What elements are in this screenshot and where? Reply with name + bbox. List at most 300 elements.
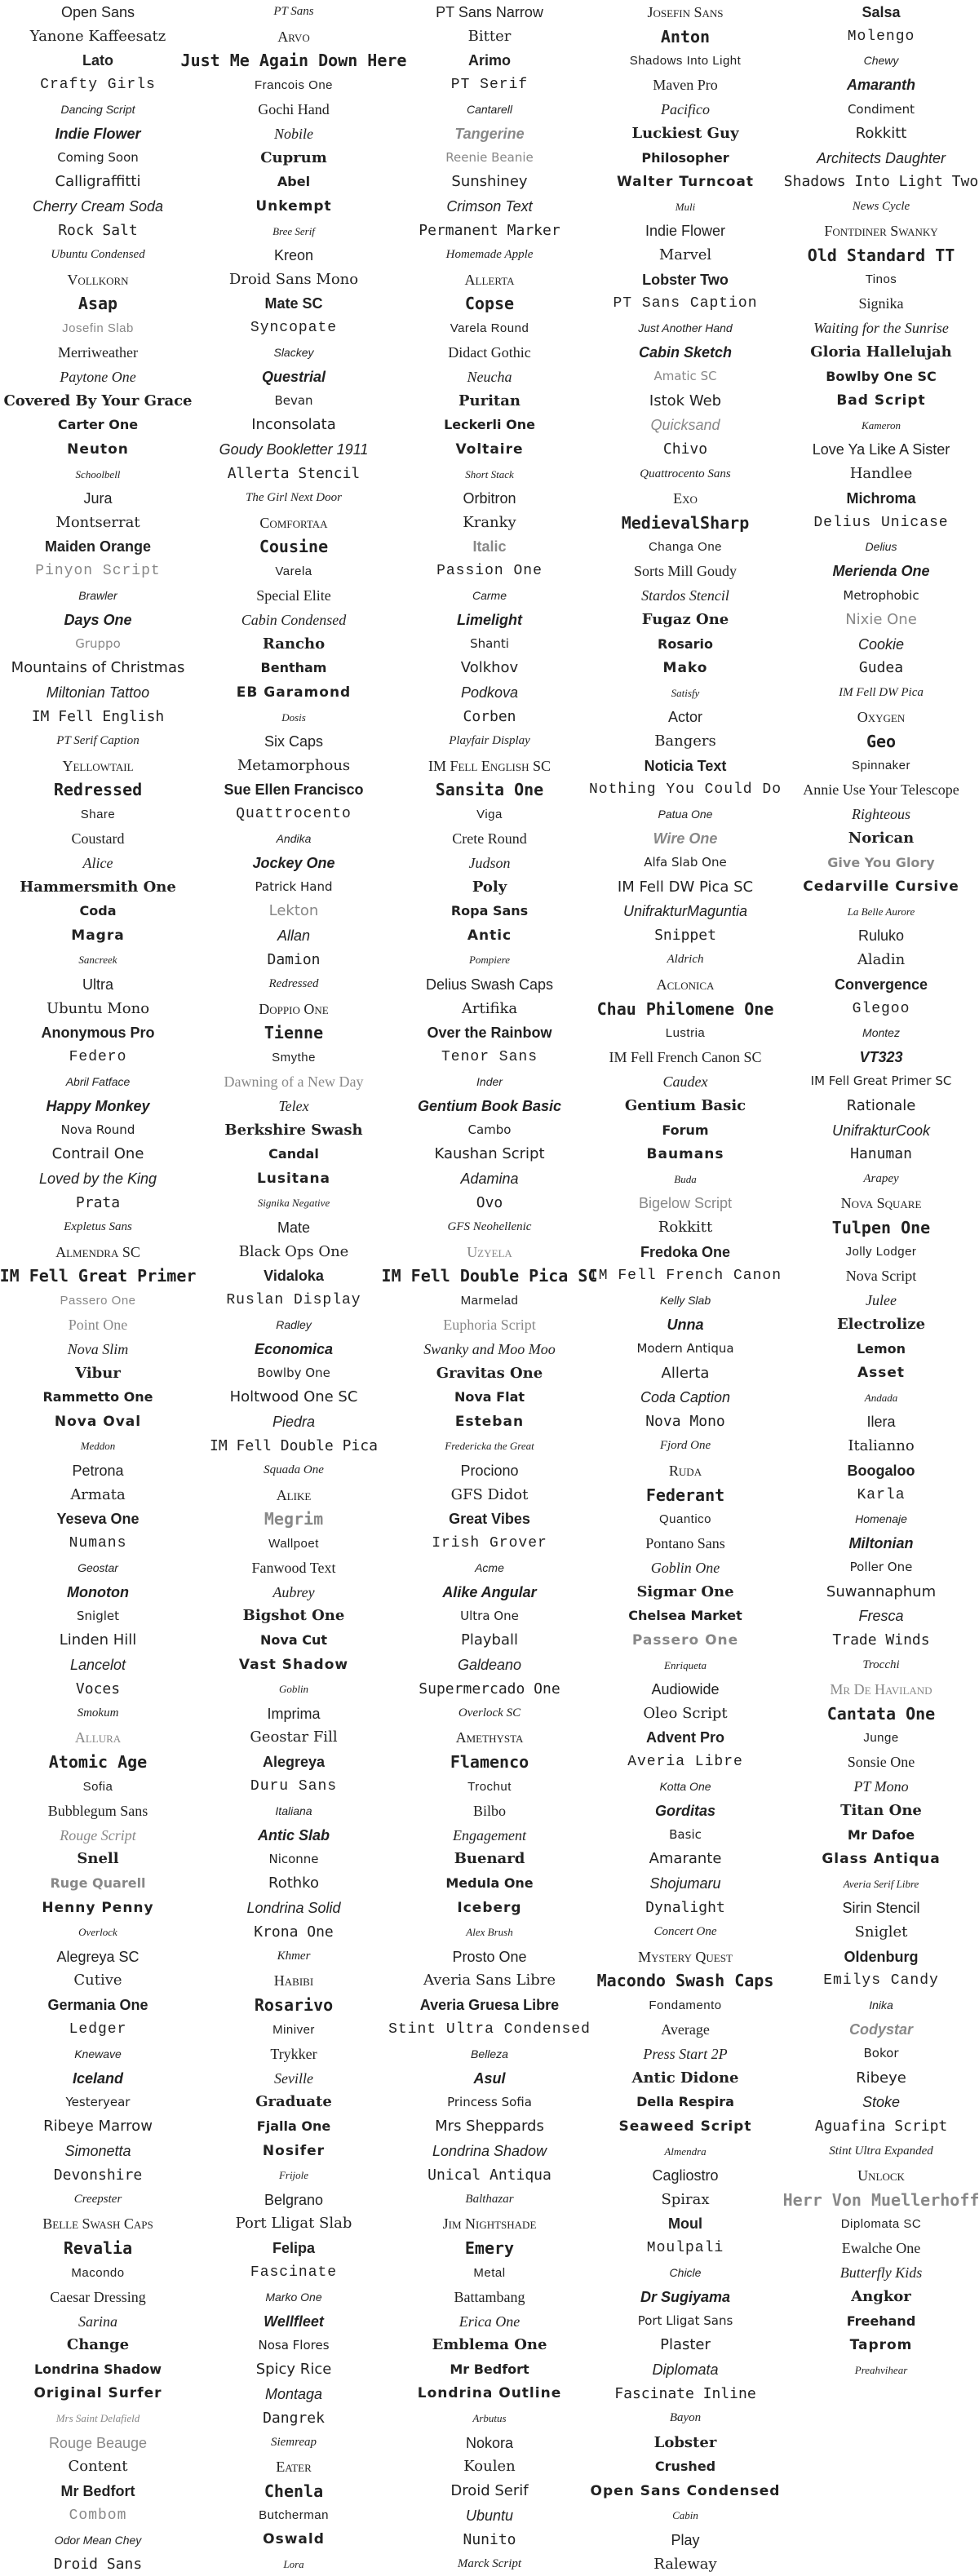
font-name-item[interactable]: Average [661, 2021, 710, 2038]
font-name-item[interactable]: Concert One [653, 1925, 717, 1939]
font-name-item[interactable]: Cantata One [826, 1703, 936, 1724]
font-name-item[interactable]: Fanwood Text [251, 1559, 336, 1576]
font-name-item[interactable]: Muli [675, 200, 696, 213]
font-name-item[interactable]: Oswald [263, 2531, 325, 2548]
font-name-item[interactable]: Bad Script [836, 392, 926, 409]
font-name-item[interactable]: Alex Brush [466, 1926, 513, 1939]
font-name-item[interactable]: Mrs Sheppards [435, 2118, 544, 2136]
font-name-item[interactable]: Orbitron [463, 489, 516, 507]
font-name-item[interactable]: Asul [473, 2069, 506, 2087]
font-name-item[interactable]: Paytone One [60, 368, 136, 385]
font-name-item[interactable]: Allerta Stencil [227, 465, 361, 483]
font-name-item[interactable]: Diplomata SC [840, 2216, 922, 2231]
font-name-item[interactable]: Questrial [261, 368, 326, 385]
font-name-item[interactable]: Titan One [840, 1801, 922, 1819]
font-name-item[interactable]: Overlock SC [458, 1706, 521, 1720]
font-name-item[interactable]: Salsa [862, 3, 901, 20]
font-name-item[interactable]: Just Another Hand [638, 321, 733, 335]
font-name-item[interactable]: Nova Round [60, 1122, 135, 1138]
font-name-item[interactable]: IM Fell Great Primer SC [810, 1073, 952, 1089]
font-name-item[interactable]: Federant [645, 1485, 725, 1505]
font-name-item[interactable]: Jura [83, 489, 113, 507]
font-name-item[interactable]: Devonshire [53, 2166, 143, 2184]
font-name-item[interactable]: Indie Flower [55, 125, 141, 142]
font-name-item[interactable]: Rancho [262, 635, 326, 653]
font-name-item[interactable]: Chenla [264, 2481, 324, 2502]
font-name-item[interactable]: Trade Winds [832, 1631, 930, 1649]
font-name-item[interactable]: Coming Soon [57, 150, 139, 166]
font-name-item[interactable]: Numans [69, 1535, 127, 1552]
font-name-item[interactable]: Ropa Sans [450, 903, 529, 919]
font-name-item[interactable]: Passero One [60, 1293, 136, 1308]
font-name-item[interactable]: Gochi Hand [258, 101, 330, 118]
font-name-item[interactable]: Nosifer [262, 2142, 326, 2159]
font-name-item[interactable]: Goudy Bookletter 1911 [219, 441, 369, 458]
font-name-item[interactable]: Fondamento [649, 1998, 722, 2012]
font-name-item[interactable]: Abril Fatface [65, 1074, 131, 1088]
font-name-item[interactable]: Kaushan Script [434, 1145, 545, 1163]
font-name-item[interactable]: Trykker [270, 2045, 317, 2062]
font-name-item[interactable]: Mountains of Christmas [11, 659, 185, 677]
font-name-item[interactable]: Shadows Into Light [629, 53, 742, 68]
font-name-item[interactable]: Nova Slim [67, 1340, 129, 1357]
font-name-item[interactable]: Siemreap [270, 2436, 317, 2450]
font-name-item[interactable]: Port Lligat Sans [637, 2313, 733, 2329]
font-name-item[interactable]: Taprom [849, 2336, 913, 2353]
font-name-item[interactable]: Varela Round [450, 321, 529, 335]
font-name-item[interactable]: Black Ops One [238, 1242, 349, 1260]
font-name-item[interactable]: Seville [274, 2069, 313, 2087]
font-name-item[interactable]: Goblin One [650, 1559, 720, 1576]
font-name-item[interactable]: Anonymous Pro [41, 1025, 155, 1042]
font-name-item[interactable]: Knewave [74, 2047, 122, 2060]
font-name-item[interactable]: Damion [267, 950, 321, 968]
font-name-item[interactable]: Supermercado One [419, 1680, 560, 1697]
font-name-item[interactable]: Original Surfer [33, 2385, 162, 2402]
font-name-item[interactable]: Ubuntu Condensed [51, 248, 145, 262]
font-name-item[interactable]: Battambang [454, 2288, 525, 2305]
font-name-item[interactable]: Freehand [846, 2313, 916, 2329]
font-name-item[interactable]: Droid Serif [450, 2482, 529, 2500]
font-name-item[interactable]: Homenaje [855, 1512, 907, 1526]
font-name-item[interactable]: Dosis [281, 710, 306, 724]
font-name-item[interactable]: Metrophobic [843, 587, 919, 603]
font-name-item[interactable]: Signika [858, 295, 904, 312]
font-name-item[interactable]: Averia Serif Libre [843, 1877, 919, 1890]
font-name-item[interactable]: Old Standard TT [807, 245, 955, 265]
font-name-item[interactable]: Amarante [649, 1850, 722, 1868]
font-name-item[interactable]: Averia Gruesa Libre [419, 1997, 560, 2014]
font-name-item[interactable]: Emblema One [432, 2336, 547, 2354]
font-name-item[interactable]: Lora [283, 2558, 304, 2571]
font-name-item[interactable]: Esteban [454, 1413, 525, 1430]
font-name-item[interactable]: Mr Bedfort [450, 2361, 529, 2378]
font-name-item[interactable]: Pinyon Script [35, 563, 161, 580]
font-name-item[interactable]: Aldrich [667, 953, 704, 967]
font-name-item[interactable]: Noticia Text [644, 757, 727, 774]
font-name-item[interactable]: Trocchi [862, 1658, 900, 1671]
font-name-item[interactable]: Averia Sans Libre [423, 1972, 556, 1990]
font-name-item[interactable]: Fredoka One [640, 1243, 731, 1260]
font-name-item[interactable]: Belleza [471, 2047, 508, 2060]
font-name-item[interactable]: Medula One [445, 1875, 534, 1892]
font-name-item[interactable]: Radley [276, 1317, 312, 1331]
font-name-item[interactable]: Diplomata [652, 2361, 719, 2379]
font-name-item[interactable]: Amethysta [455, 1729, 524, 1746]
font-name-item[interactable]: Uzyela [467, 1243, 512, 1260]
font-name-item[interactable]: Gentium Book Basic [417, 1097, 562, 1114]
font-name-item[interactable]: Sunshiney [451, 173, 528, 191]
font-name-item[interactable]: Flamenco [450, 1752, 529, 1773]
font-name-item[interactable]: Geostar Fill [250, 1728, 338, 1746]
font-name-item[interactable]: Nova Square [840, 1194, 922, 1211]
font-name-item[interactable]: Sarina [78, 2313, 117, 2330]
font-name-item[interactable]: Iceland [72, 2069, 124, 2087]
font-name-item[interactable]: Bubblegum Sans [47, 1802, 148, 1819]
font-name-item[interactable]: Krona One [254, 1923, 334, 1941]
font-name-item[interactable]: Walter Turncoat [616, 173, 755, 190]
font-name-item[interactable]: Chicle [669, 2266, 702, 2279]
font-name-item[interactable]: Ubuntu [465, 2507, 514, 2524]
font-name-item[interactable]: Ribeye [856, 2069, 906, 2087]
font-name-item[interactable]: Josefin Slab [62, 321, 134, 335]
font-name-item[interactable]: Audiowide [651, 1680, 720, 1697]
font-name-item[interactable]: Oleo Script [643, 1704, 728, 1722]
font-name-item[interactable]: IM Fell French Canon SC [609, 1049, 762, 1066]
font-name-item[interactable]: Yellowtail [62, 757, 134, 774]
font-name-item[interactable]: Righteous [852, 806, 910, 823]
font-name-item[interactable]: Coda [79, 903, 117, 919]
font-name-item[interactable]: La Belle Aurore [847, 905, 915, 918]
font-name-item[interactable]: IM Fell DW Pica [839, 685, 924, 699]
font-name-item[interactable]: Judson [468, 854, 511, 871]
font-name-item[interactable]: Sancreek [78, 954, 117, 967]
font-name-item[interactable]: Bevan [274, 393, 313, 409]
font-name-item[interactable]: Crimson Text [446, 198, 533, 215]
font-name-item[interactable]: Molengo [847, 28, 915, 45]
font-name-item[interactable]: Cuprum [260, 148, 327, 166]
font-name-item[interactable]: Lato [82, 52, 113, 69]
font-name-item[interactable]: Metamorphous [237, 756, 351, 774]
font-name-item[interactable]: Wellfleet [264, 2313, 324, 2330]
font-name-item[interactable]: Ewalche One [841, 2240, 921, 2257]
font-name-item[interactable]: Bitter [467, 27, 512, 45]
font-name-item[interactable]: Redressed [53, 780, 143, 800]
font-name-item[interactable]: Carme [472, 589, 507, 603]
font-name-item[interactable]: Dawning of a New Day [224, 1073, 364, 1090]
font-name-item[interactable]: PT Sans Caption [613, 295, 758, 312]
font-name-item[interactable]: Macondo Swash Caps [596, 1971, 774, 1991]
font-name-item[interactable]: Miniver [272, 2022, 315, 2037]
font-name-item[interactable]: Six Caps [264, 733, 324, 750]
font-name-item[interactable]: Alegreya SC [56, 1948, 140, 1965]
font-name-item[interactable]: Bokor [863, 2046, 899, 2061]
font-name-item[interactable]: Stint Ultra Condensed [388, 2021, 591, 2038]
font-name-item[interactable]: Stardos Stencil [641, 587, 729, 604]
font-name-item[interactable]: GFS Didot [450, 1485, 529, 1503]
font-name-item[interactable]: Inconsolata [251, 416, 336, 434]
font-name-item[interactable]: Advent Pro [645, 1729, 724, 1746]
font-name-item[interactable]: Simonetta [64, 2143, 131, 2160]
font-name-item[interactable]: Snell [77, 1850, 119, 1868]
font-name-item[interactable]: Unical Antiqua [427, 2166, 552, 2184]
font-name-item[interactable]: Alike [276, 1486, 312, 1503]
font-name-item[interactable]: Bree Serif [272, 224, 315, 237]
font-name-item[interactable]: Happy Monkey [46, 1097, 150, 1114]
font-name-item[interactable]: Quattrocento Sans [640, 467, 731, 480]
font-name-item[interactable]: Emery [464, 2238, 515, 2259]
font-name-item[interactable]: Norican [848, 829, 915, 847]
font-name-item[interactable]: Kameron [862, 418, 901, 432]
font-name-item[interactable]: Enriqueta [664, 1658, 707, 1671]
font-name-item[interactable]: Ruda [668, 1462, 702, 1479]
font-name-item[interactable]: Rosarivo [254, 1995, 334, 2016]
font-name-item[interactable]: Allura [74, 1729, 122, 1746]
font-name-item[interactable]: Seaweed Script [618, 2118, 752, 2135]
font-name-item[interactable]: Wire One [653, 830, 718, 847]
font-name-item[interactable]: Arbutus [472, 2412, 507, 2425]
font-name-item[interactable]: Reenie Beanie [445, 150, 534, 166]
font-name-item[interactable]: Wallpoet [268, 1536, 319, 1551]
font-name-item[interactable]: Spicy Rice [255, 2361, 332, 2379]
font-name-item[interactable]: Princess Sofia [447, 2094, 532, 2109]
font-name-item[interactable]: Crafty Girls [40, 77, 156, 94]
font-name-item[interactable]: Shanti [470, 636, 509, 652]
font-name-item[interactable]: Voltaire [455, 440, 524, 458]
font-name-item[interactable]: Italic [472, 538, 507, 555]
font-name-item[interactable]: Hammersmith One [20, 878, 176, 896]
font-name-item[interactable]: Days One [64, 611, 132, 628]
font-name-item[interactable]: Antic Didone [631, 2069, 739, 2087]
font-name-item[interactable]: Philosopher [641, 149, 729, 166]
font-name-item[interactable]: Fugaz One [641, 610, 729, 628]
font-name-item[interactable]: Nobile [274, 125, 313, 142]
font-name-item[interactable]: Covered By Your Grace [3, 392, 193, 409]
font-name-item[interactable]: Ovo [476, 1193, 503, 1211]
font-name-item[interactable]: Actor [667, 709, 702, 725]
font-name-item[interactable]: Codystar [848, 2021, 914, 2038]
font-name-item[interactable]: Ilera [866, 1414, 896, 1431]
font-name-item[interactable]: Cookie [857, 635, 905, 653]
font-name-item[interactable]: Junge [863, 1730, 899, 1745]
font-name-item[interactable]: Francois One [254, 77, 334, 92]
font-name-item[interactable]: Just Me Again Down Here [180, 51, 407, 71]
font-name-item[interactable]: Holtwood One SC [229, 1388, 358, 1406]
font-name-item[interactable]: Mate SC [264, 295, 323, 312]
font-name-item[interactable]: Shadows Into Light Two [783, 173, 979, 191]
font-name-item[interactable]: Dr Sugiyama [640, 2288, 731, 2305]
font-name-item[interactable]: Crete Round [452, 830, 527, 847]
font-name-item[interactable]: Niconne [268, 1851, 319, 1866]
font-name-item[interactable]: Kranky [463, 513, 516, 531]
font-name-item[interactable]: Nova Flat [454, 1389, 525, 1405]
font-name-item[interactable]: Condiment [847, 101, 915, 117]
font-name-item[interactable]: IM Fell Great Primer [0, 1266, 197, 1286]
font-name-item[interactable]: Ultra [82, 976, 113, 993]
font-name-item[interactable]: Arvo [277, 28, 310, 45]
font-name-item[interactable]: Spinnaker [851, 759, 911, 773]
font-name-item[interactable]: Passion One [436, 563, 543, 580]
font-name-item[interactable]: Merriweather [58, 344, 138, 361]
font-name-item[interactable]: Architects Daughter [816, 149, 946, 166]
font-name-item[interactable]: Magra [71, 927, 125, 944]
font-name-item[interactable]: Sofia [82, 1779, 113, 1794]
font-name-item[interactable]: Convergence [834, 976, 928, 993]
font-name-item[interactable]: Great Vibes [449, 1511, 530, 1528]
font-name-item[interactable]: Vast Shadow [238, 1656, 349, 1673]
font-name-item[interactable]: Chelsea Market [628, 1608, 742, 1624]
font-name-item[interactable]: Inika [869, 1998, 893, 2012]
font-name-item[interactable]: Change [66, 2336, 130, 2354]
font-name-item[interactable]: Marck Script [457, 2557, 522, 2571]
font-name-item[interactable]: Unna [667, 1316, 704, 1333]
font-name-item[interactable]: Allan [277, 927, 311, 945]
font-name-item[interactable]: Dynalight [645, 1899, 725, 1917]
font-name-item[interactable]: Andada [864, 1391, 898, 1404]
font-name-item[interactable]: Londrina Solid [246, 1900, 341, 1917]
font-name-item[interactable]: Chivo [662, 440, 708, 458]
font-name-item[interactable]: Coda Caption [640, 1389, 731, 1406]
font-name-item[interactable]: Pontano Sans [645, 1535, 725, 1552]
font-name-item[interactable]: Droid Sans [53, 2555, 143, 2573]
font-name-item[interactable]: Bilbo [472, 1802, 506, 1819]
font-name-item[interactable]: Press Start 2P [643, 2045, 728, 2062]
font-name-item[interactable]: Quantico [658, 1512, 712, 1526]
font-name-item[interactable]: Sonsie One [847, 1754, 915, 1771]
font-name-item[interactable]: Glegoo [852, 1000, 910, 1017]
font-name-item[interactable]: Odor Mean Chey [54, 2533, 142, 2547]
font-name-item[interactable]: Corben [463, 708, 516, 725]
font-name-item[interactable]: Lobster [653, 2433, 717, 2451]
font-name-item[interactable]: Gravitas One [436, 1364, 543, 1382]
font-name-item[interactable]: Alfa Slab One [644, 855, 727, 870]
font-name-item[interactable]: Buda [674, 1172, 697, 1185]
font-name-item[interactable]: Erica One [458, 2313, 521, 2330]
font-name-item[interactable]: Basic [669, 1827, 702, 1843]
font-name-item[interactable]: Redressed [268, 977, 319, 991]
font-name-item[interactable]: Amaranth [846, 77, 915, 94]
font-name-item[interactable]: Syncopate [250, 320, 338, 337]
font-name-item[interactable]: Bowlby One [257, 1365, 330, 1381]
font-name-item[interactable]: Antic Slab [257, 1826, 330, 1843]
font-name-item[interactable]: Miltonian Tattoo [46, 684, 150, 702]
font-name-item[interactable]: PT Serif [450, 77, 529, 94]
font-name-item[interactable]: Geo [866, 731, 897, 751]
font-name-item[interactable]: Felipa [272, 2240, 315, 2257]
font-name-item[interactable]: Andika [276, 831, 312, 845]
font-name-item[interactable]: Candal [268, 1146, 319, 1162]
font-name-item[interactable]: PT Mono [853, 1778, 909, 1795]
font-name-item[interactable]: Moulpali [646, 2240, 724, 2257]
font-name-item[interactable]: Unlock [857, 2167, 905, 2184]
font-name-item[interactable]: Vibur [75, 1364, 121, 1382]
font-name-item[interactable]: Shojumaru [649, 1875, 721, 1892]
font-name-item[interactable]: Gudea [858, 659, 904, 677]
font-name-item[interactable]: Stoke [862, 2094, 901, 2111]
font-name-item[interactable]: Mystery Quest [638, 1948, 733, 1965]
font-name-item[interactable]: Kotta One [659, 1780, 711, 1794]
font-name-item[interactable]: Eater [276, 2459, 312, 2476]
font-name-item[interactable]: Bayon [669, 2411, 702, 2425]
font-name-item[interactable]: Yanone Kaffeesatz [29, 27, 166, 45]
font-name-item[interactable]: Antic [467, 927, 512, 944]
font-name-item[interactable]: Expletus Sans [64, 1220, 132, 1234]
font-name-item[interactable]: Nosa Flores [258, 2337, 330, 2352]
font-name-item[interactable]: Germania One [47, 1997, 148, 2014]
font-name-item[interactable]: Caudex [662, 1073, 708, 1090]
font-name-item[interactable]: News Cycle [852, 199, 910, 213]
font-name-item[interactable]: Over the Rainbow [427, 1025, 552, 1042]
font-name-item[interactable]: Habibi [273, 1972, 314, 1990]
font-name-item[interactable]: Meddon [80, 1440, 116, 1453]
font-name-item[interactable]: Chau Philomene One [596, 998, 774, 1019]
font-name-item[interactable]: Forum [662, 1122, 709, 1138]
font-name-item[interactable]: Sniglet [854, 1923, 908, 1941]
font-name-item[interactable]: Kreon [273, 246, 314, 263]
font-name-item[interactable]: Galdeano [457, 1657, 522, 1674]
font-name-item[interactable]: Kelly Slab [659, 1294, 711, 1308]
font-name-item[interactable]: Belle Swash Caps [42, 2215, 153, 2233]
font-name-item[interactable]: Marko One [265, 2290, 322, 2304]
font-name-item[interactable]: Bigelow Script [638, 1194, 733, 1211]
font-name-item[interactable]: Cambo [467, 1122, 512, 1138]
font-name-item[interactable]: Mr Bedfort [60, 2483, 135, 2500]
font-name-item[interactable]: Open Sans Condensed [590, 2482, 781, 2499]
font-name-item[interactable]: Boogaloo [847, 1462, 915, 1479]
font-name-item[interactable]: Contrail One [51, 1145, 144, 1163]
font-name-item[interactable]: Bentham [260, 660, 327, 676]
font-name-item[interactable]: Creepster [73, 2193, 122, 2206]
font-name-item[interactable]: Short Stack [465, 467, 514, 480]
font-name-item[interactable]: PT Sans [273, 5, 314, 19]
font-name-item[interactable]: Give You Glory [827, 854, 935, 870]
font-name-item[interactable]: Viga [476, 807, 503, 821]
font-name-item[interactable]: Snippet [654, 927, 716, 945]
font-name-item[interactable]: Armata [70, 1485, 126, 1503]
font-name-item[interactable]: Nova Mono [645, 1413, 725, 1431]
font-name-item[interactable]: Julee [866, 1292, 897, 1309]
font-name-item[interactable]: Unkempt [255, 197, 332, 215]
font-name-item[interactable]: Aubrey [272, 1583, 315, 1600]
font-name-item[interactable]: Merienda One [832, 563, 930, 580]
font-name-item[interactable]: Allerta [661, 1364, 710, 1382]
font-name-item[interactable]: Herr Von Muellerhoff [782, 2189, 979, 2210]
font-name-item[interactable]: Tenor Sans [441, 1049, 538, 1066]
font-name-item[interactable]: Love Ya Like A Sister [812, 441, 950, 458]
font-name-item[interactable]: Aclonica [656, 976, 715, 993]
font-name-item[interactable]: Sorts Mill Goudy [633, 563, 738, 580]
font-name-item[interactable]: Angkor [851, 2287, 911, 2305]
font-name-item[interactable]: Berkshire Swash [224, 1121, 363, 1139]
font-name-item[interactable]: Londrina Outline [417, 2385, 562, 2402]
font-name-item[interactable]: Rokkitt [658, 1218, 713, 1236]
font-name-item[interactable]: Aladin [857, 950, 906, 968]
font-name-item[interactable]: Trochut [467, 1779, 512, 1794]
font-name-item[interactable]: Fascinate Inline [614, 2384, 756, 2402]
font-name-item[interactable]: Mate [277, 1219, 311, 1236]
font-name-item[interactable]: Cabin Sketch [638, 344, 733, 361]
font-name-item[interactable]: Didact Gothic [448, 344, 531, 361]
font-name-item[interactable]: Nokora [465, 2434, 514, 2451]
font-name-item[interactable]: Point One [68, 1316, 128, 1333]
font-name-item[interactable]: Cantarell [466, 103, 513, 117]
font-name-item[interactable]: Alegreya [262, 1754, 326, 1771]
font-name-item[interactable]: Federo [69, 1049, 127, 1066]
font-name-item[interactable]: Cagliostro [652, 2167, 719, 2184]
font-name-item[interactable]: Combom [69, 2507, 127, 2524]
font-name-item[interactable]: UnifrakturCook [831, 1122, 931, 1139]
font-name-item[interactable]: Preahvihear [854, 2363, 908, 2376]
